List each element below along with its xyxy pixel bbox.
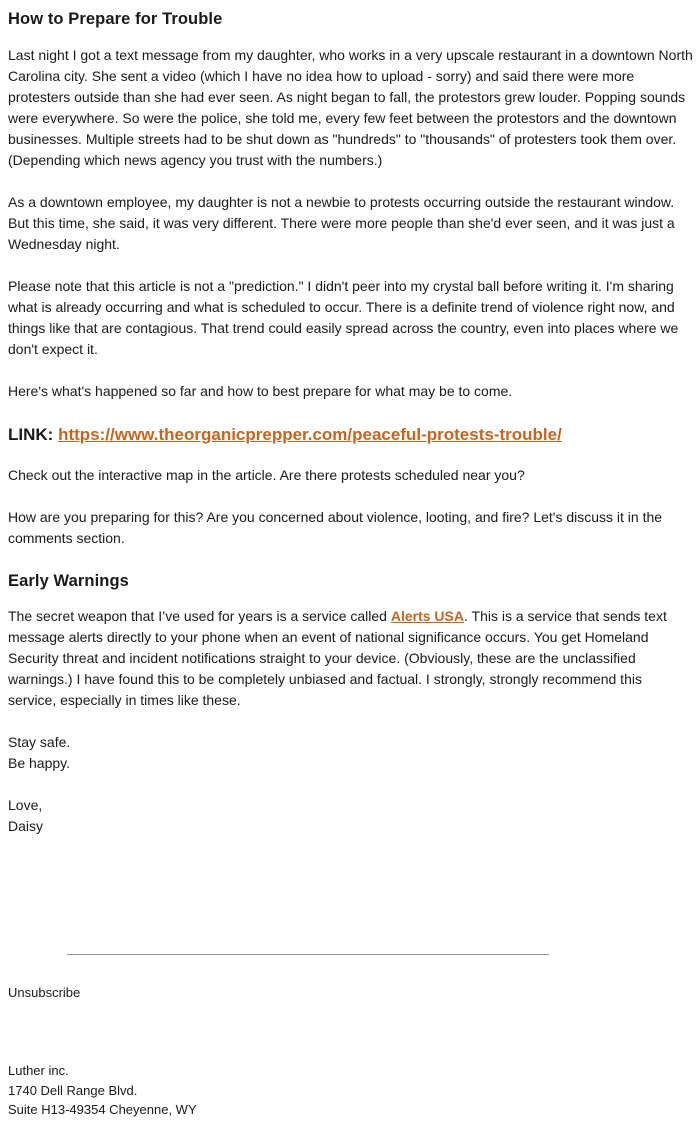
company-name: Luther inc.	[8, 1063, 69, 1078]
article-paragraph: Check out the interactive map in the article. Are there protests scheduled near you?	[8, 467, 525, 483]
alerts-usa-link[interactable]: Alerts USA	[390, 608, 464, 624]
signoff-line: Love,	[8, 797, 43, 813]
article-link-row	[8, 423, 694, 446]
article-paragraph: Please note that this article is not a "prediction." I didn't peer into my crystal ball before writing it. I'm sharing what is already occurring and what is scheduled to occur. There is a definite trend of violence right now, and things like that are contagious. That trend could easily spread across the country, even into places where we don't expect it.	[8, 278, 679, 357]
signoff-signature: Daisy	[8, 818, 44, 834]
link-label: LINK:	[8, 425, 54, 444]
signoff-line: Be happy.	[8, 755, 71, 771]
street-address: 1740 Dell Range Blvd.	[8, 1082, 138, 1098]
article-paragraph: How are you preparing for this? Are you concerned about violence, looting, and fire? Let's discuss it in the comments section.	[8, 509, 663, 546]
unsubscribe-link[interactable]: Unsubscribe	[8, 985, 81, 1000]
email-body	[8, 8, 694, 837]
article-link[interactable]: https://www.theorganicprepper.com/peaceful-protests-trouble/	[58, 425, 562, 444]
warnings-paragraph	[8, 606, 694, 711]
warnings-text-before: The secret weapon that I’ve used for years is a service called	[8, 608, 391, 624]
footer-divider	[67, 954, 549, 955]
article-title: How to Prepare for Trouble	[8, 10, 223, 28]
article-paragraph: Last night I got a text message from my daughter, who works in a very upscale restaurant in a downtown North Carolina city. She sent a video (which I have no idea how to upload - sorry) and said there were more protesters outside than she had ever seen. As night began to fall, the protestors grew louder. Popping sounds were everywhere. So were the police, she told me, every few feet between the protestors and the downtown businesses. Multiple streets had to be shut down as "hundreds" to "thousands" of protesters took them over. (Depending which news agency you trust with the numbers.)	[8, 47, 693, 168]
article-paragraph: Here's what's happened so far and how to best prepare for what may be to come.	[8, 383, 513, 399]
signoff-line: Stay safe.	[8, 734, 71, 750]
warnings-text-after: . This is a service that sends text message alerts directly to your phone when an event of national significance occurs. You get Homeland Security threat and incident notifications straight to your device. (Obviously, these are the unclassified warnings.) I have found this to be completely unbiased and factual. I strongly, strongly recommend this service, especially in times like these.	[8, 608, 667, 708]
article-paragraph: As a downtown employee, my daughter is not a newbie to protests occurring outside the restaurant window. But this time, she said, it was very different. There were more people than she'd ever seen, and it was just a Wednesday night.	[8, 194, 675, 252]
section-title-early-warnings: Early Warnings	[8, 572, 129, 590]
suite-city: Suite H13-49354 Cheyenne, WY	[8, 1102, 197, 1117]
footer-address	[8, 1061, 197, 1120]
